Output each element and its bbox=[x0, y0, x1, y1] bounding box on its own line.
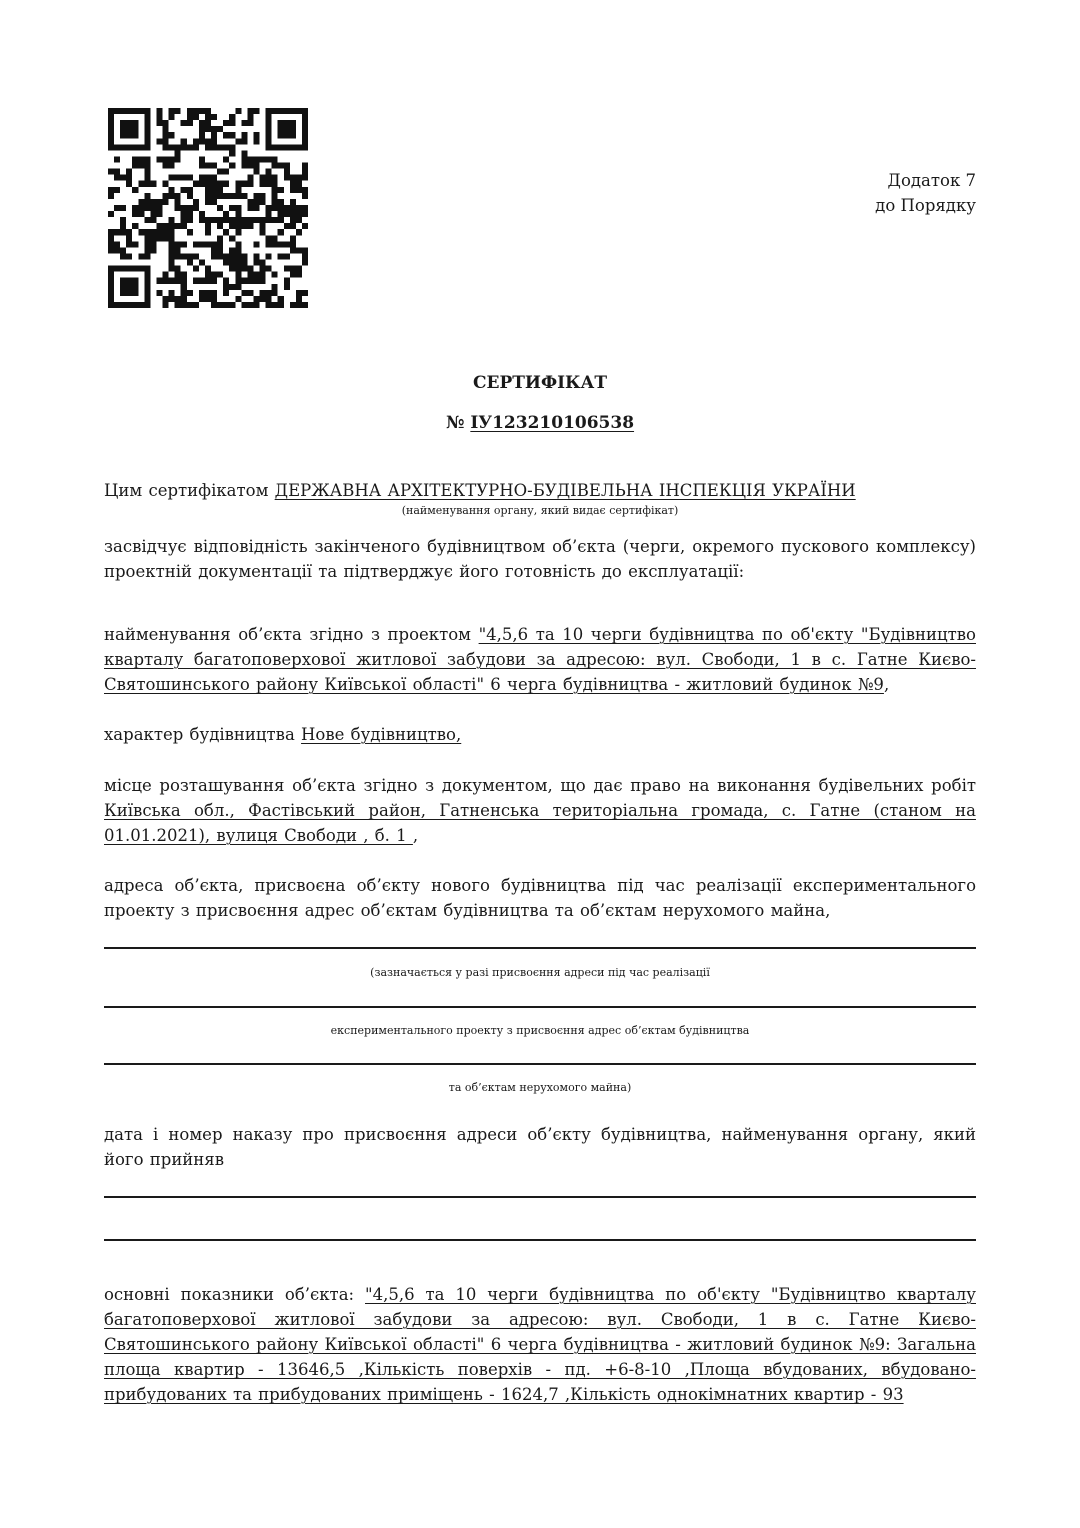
address-line-3 bbox=[104, 1063, 976, 1065]
appendix-line-1: Додаток 7 bbox=[887, 171, 976, 190]
construction-type-value: Нове будівництво, bbox=[301, 725, 462, 744]
object-name-label: найменування об’єкта згідно з проектом bbox=[104, 625, 472, 644]
construction-type-block bbox=[104, 722, 976, 747]
location-suffix: , bbox=[412, 826, 419, 845]
address-text: адреса об’єкта, присвоєна об’єкту нового будівництва під час реалізації експериментального проекту з присвоєння адрес об’єктам будівництва та об’єктам нерухомого майна, bbox=[104, 876, 976, 920]
address-caption-3: та об’єктам нерухомого майна) bbox=[448, 1081, 632, 1094]
address-caption-1: (зазначається у разі присвоєння адреси під час реалізації bbox=[370, 966, 710, 979]
object-name-suffix: , bbox=[883, 675, 890, 694]
indicators-value: "4,5,6 та 10 черги будівництва по об'єкту "Будівництво кварталу багатоповерхової житлової забудови за адресою: вул. Свободи, 1 в с. Гатне Києво-Святошинського району Київської області" 6 черга будівництва - житловий будинок №9: Загальна площа квартир - 13646,5 ,Кількість поверхів - пд. +6-8-10 ,Площа вбудованих, вбудовано-прибудованих та прибудованих приміщень - 1624,7 ,Кількість однокімнатних квартир - 93 bbox=[104, 1285, 976, 1404]
number-value: ІУ123210106538 bbox=[470, 413, 635, 433]
appendix-line-2: до Порядку bbox=[875, 196, 976, 215]
indicators-block bbox=[104, 1282, 976, 1407]
address-line-1 bbox=[104, 947, 976, 949]
issuer-line bbox=[104, 478, 976, 503]
order-line-1 bbox=[104, 1196, 976, 1198]
certificate-title: СЕРТИФІКАТ bbox=[472, 373, 608, 393]
number-prefix: № bbox=[445, 413, 465, 433]
address-line-2 bbox=[104, 1006, 976, 1008]
address-caption-2: експериментального проекту з присвоєння адрес об’єктам будівництва bbox=[330, 1024, 750, 1037]
issuer-caption: (найменування органу, який видає сертифікат) bbox=[401, 504, 679, 517]
certificate-number bbox=[0, 413, 1080, 433]
object-name-block bbox=[104, 622, 976, 697]
issuer-intro: Цим сертифікатом bbox=[104, 481, 269, 500]
object-name-value: "4,5,6 та 10 черги будівництва по об'єкту "Будівництво кварталу багатоповерхової житлової забудови за адресою: вул. Свободи, 1 в с. Гатне Києво-Святошинського району Київської області" 6 черга будівництва - житловий будинок №9 bbox=[104, 625, 976, 694]
appendix-reference bbox=[875, 168, 976, 218]
location-value: Київська обл., Фастівський район, Гатненська територіальна громада, с. Гатне (станом на 01.01.2021), вулиця Свободи , б. 1 bbox=[104, 801, 976, 845]
location-block bbox=[104, 773, 976, 848]
qr-code bbox=[108, 108, 308, 308]
issuer-name: ДЕРЖАВНА АРХІТЕКТУРНО-БУДІВЕЛЬНА ІНСПЕКЦІЯ УКРАЇНИ bbox=[274, 481, 856, 500]
construction-type-label: характер будівництва bbox=[104, 725, 295, 744]
indicators-label: основні показники об’єкта: bbox=[104, 1285, 355, 1304]
order-text: дата і номер наказу про присвоєння адреси об’єкту будівництва, найменування органу, який його прийняв bbox=[104, 1125, 976, 1169]
certifies-text: засвідчує відповідність закінченого будівництвом об’єкта (черги, окремого пускового комплексу) проектній документації та підтверджує його готовність до експлуатації: bbox=[104, 537, 976, 581]
order-line-2 bbox=[104, 1239, 976, 1241]
location-label: місце розташування об’єкта згідно з документом, що дає право на виконання будівельних робіт bbox=[104, 776, 976, 795]
